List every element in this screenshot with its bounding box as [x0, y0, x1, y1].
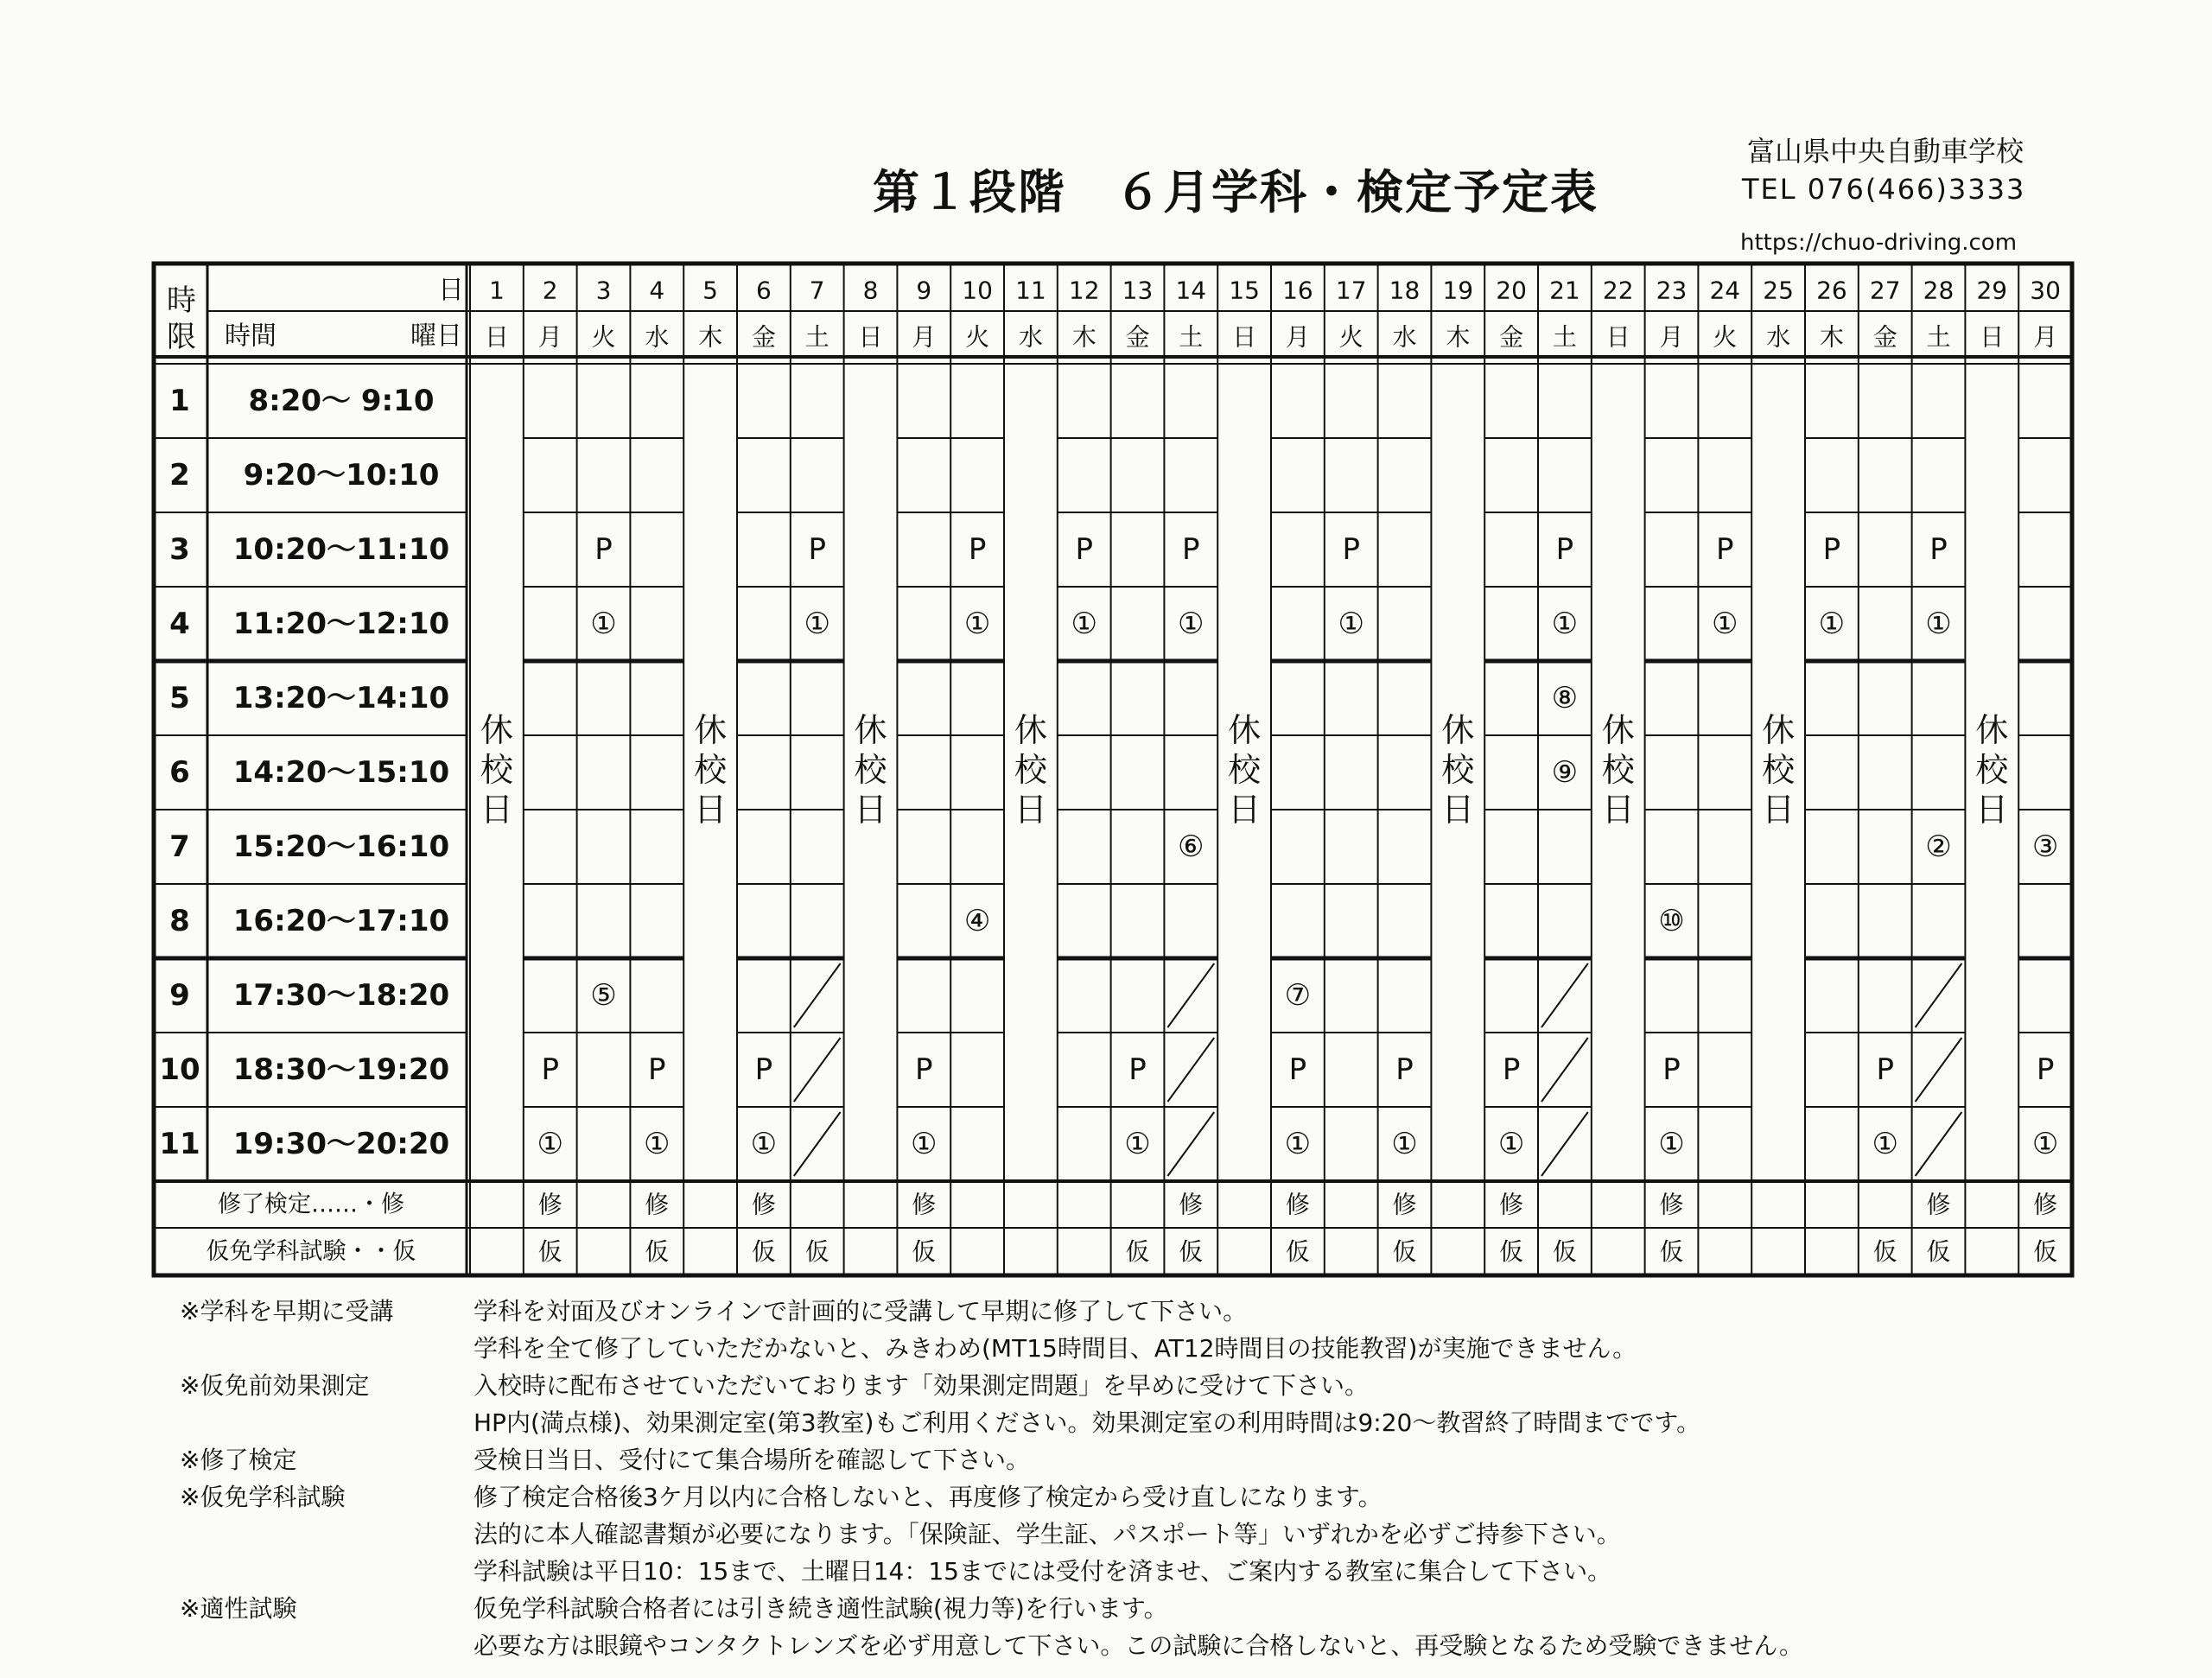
day-number: 5: [702, 276, 719, 305]
schedule-entry: ①: [2031, 1127, 2059, 1161]
slash-mark: [794, 1038, 841, 1102]
schedule-entry: ⑤: [590, 978, 617, 1013]
schedule-entry: ①: [804, 607, 830, 641]
exam-mark: 仮: [1125, 1237, 1150, 1266]
exam-mark: 修: [1499, 1190, 1524, 1219]
day-number: 18: [1389, 276, 1421, 305]
day-number: 4: [649, 276, 665, 305]
period-time: 8:20～ 9:10: [248, 384, 435, 418]
note-text: 修了検定合格後3ケ月以内に合格しないと、再度修了検定から受け直しになります。: [474, 1483, 1382, 1511]
day-number: 28: [1923, 276, 1955, 305]
closed-day-label: 校: [1441, 751, 1475, 789]
exam-mark: 仮: [645, 1237, 670, 1266]
weekday-label: 火: [965, 322, 990, 352]
closed-day-label: 校: [480, 751, 513, 789]
weekday-label: 土: [804, 322, 830, 352]
exam-mark: 修: [1926, 1190, 1951, 1219]
closed-day-label: 日: [694, 791, 728, 829]
page-title: 第１段階 ６月学科・検定予定表: [873, 165, 1599, 219]
schedule-entry: P: [1555, 532, 1574, 567]
school-url[interactable]: https://chuo-driving.com: [1740, 230, 2018, 256]
period-time: 16:20～17:10: [232, 904, 450, 938]
closed-day-label: 休: [1228, 711, 1262, 749]
day-number: 20: [1496, 276, 1527, 305]
weekday-label: 月: [537, 322, 563, 352]
period-time: 11:20～12:10: [232, 607, 450, 641]
schedule-entry: ③: [2031, 829, 2059, 864]
exam-mark: 仮: [1392, 1237, 1417, 1266]
weekday-label: 土: [1552, 322, 1577, 352]
weekday-label: 木: [1446, 322, 1471, 352]
note-text: 学科を対面及びオンラインで計画的に受講して早期に修了して下さい。: [474, 1297, 1248, 1325]
exam-mark: 仮: [1179, 1237, 1204, 1266]
exam-mark: 修: [912, 1190, 937, 1219]
schedule-entry: ①: [1391, 1127, 1418, 1161]
schedule-entry: P: [2036, 1052, 2055, 1087]
schedule-entry: ②: [1925, 829, 1952, 864]
day-number: 23: [1656, 276, 1688, 305]
closed-day-label: 休: [1441, 711, 1475, 749]
weekday-label: 木: [1819, 322, 1844, 352]
schedule-entry: P: [1182, 532, 1200, 567]
schedule-entry: ①: [590, 607, 617, 641]
weekday-label: 火: [1338, 322, 1363, 352]
slash-mark: [1167, 963, 1214, 1027]
note-text: 受検日当日、受付にて集合場所を確認して下さい。: [474, 1446, 1031, 1474]
closed-day-label: 日: [1975, 791, 2009, 829]
exam-mark: 仮: [1499, 1237, 1524, 1266]
exam-mark: 修: [645, 1190, 670, 1219]
schedule-entry: ①: [1658, 1127, 1685, 1161]
schedule-entry: ①: [1712, 607, 1738, 641]
weekday-label: 水: [1766, 322, 1791, 352]
day-number: 24: [1709, 276, 1741, 305]
weekday-label: 水: [645, 322, 670, 352]
schedule-entry: ①: [644, 1127, 671, 1161]
schedule-entry: P: [541, 1052, 559, 1087]
note-text: 必要な方は眼鏡やコンタクトレンズを必ず用意して下さい。この試験に合格しないと、再受験となるため受験できません。: [474, 1631, 1804, 1660]
closed-day-label: 休: [1762, 711, 1796, 749]
schedule-entry: P: [808, 532, 826, 567]
schedule-entry: P: [1075, 532, 1093, 567]
day-number: 30: [2030, 276, 2061, 305]
weekday-label: 水: [1018, 322, 1043, 352]
period-time: 9:20～10:10: [243, 458, 440, 493]
schedule-entry: ①: [1071, 607, 1097, 641]
weekday-label: 月: [912, 322, 937, 352]
corner-weekday-label: 曜日: [410, 321, 462, 352]
corner-time-label: 時間: [225, 321, 276, 352]
period-time: 19:30～20:20: [232, 1127, 450, 1161]
exam-mark: 仮: [537, 1237, 563, 1266]
exam-mark: 仮: [1285, 1237, 1310, 1266]
day-number: 3: [595, 276, 612, 305]
schedule-entry: ①: [911, 1127, 938, 1161]
weekday-label: 水: [1392, 322, 1417, 352]
period-number: 11: [159, 1127, 200, 1161]
closed-day-label: 校: [1601, 751, 1635, 789]
period-number: 3: [169, 532, 190, 567]
weekday-label: 土: [1926, 322, 1951, 352]
schedule-entry: ①: [1178, 607, 1205, 641]
note-text: 学科試験は平日10：15まで、土曜日14：15までには受付を済ませ、ご案内する教室に集合して下さい。: [474, 1557, 1612, 1586]
day-number: 19: [1442, 276, 1474, 305]
period-time: 13:20～14:10: [232, 681, 450, 715]
closed-day-label: 日: [854, 791, 887, 829]
period-number: 8: [169, 904, 190, 938]
schedule-entry: ①: [1551, 607, 1579, 641]
weekday-label: 日: [1232, 322, 1257, 352]
corner-day-label: 日: [438, 275, 464, 306]
corner-label-top: 時: [167, 283, 196, 318]
schedule-entry: ①: [1818, 607, 1846, 641]
closed-day-label: 休: [854, 711, 887, 749]
period-time: 17:30～18:20: [232, 978, 450, 1013]
exam-mark: 修: [1179, 1190, 1204, 1219]
weekday-label: 月: [1285, 322, 1310, 352]
school-phone: TEL 076(466)3333: [1742, 173, 2026, 206]
schedule-entry: P: [1502, 1052, 1521, 1087]
weekday-label: 月: [1659, 322, 1684, 352]
exam-mark: 仮: [2033, 1237, 2058, 1266]
period-number: 5: [169, 681, 190, 715]
day-number: 9: [916, 276, 932, 305]
day-number: 22: [1602, 276, 1634, 305]
closed-day-label: 校: [1014, 751, 1047, 789]
slash-mark: [1541, 1112, 1588, 1176]
closed-day-label: 休: [694, 711, 728, 749]
schedule-entry: ④: [963, 904, 991, 938]
schedule-entry: ⑨: [1551, 755, 1579, 790]
period-number: 2: [169, 458, 190, 493]
schedule-entry: P: [968, 532, 987, 567]
note-text: 仮免学科試験合格者には引き続き適性試験(視力等)を行います。: [474, 1594, 1168, 1623]
exam-mark: 仮: [1659, 1237, 1684, 1266]
exam-row-label: 仮免学科試験・・仮: [206, 1238, 416, 1265]
day-number: 7: [809, 276, 825, 305]
day-number: 21: [1549, 276, 1580, 305]
schedule-entry: P: [915, 1052, 933, 1087]
exam-mark: 仮: [804, 1237, 830, 1266]
note-text: HP内(満点様)、効果測定室(第3教室)もご利用ください。効果測定室の利用時間は9:20～教習終了時間までです。: [474, 1408, 1701, 1437]
schedule-entry: P: [1395, 1052, 1414, 1087]
period-number: 6: [169, 755, 190, 790]
period-number: 9: [169, 978, 190, 1013]
closed-day-label: 校: [1228, 751, 1262, 789]
slash-mark: [794, 1112, 841, 1176]
period-time: 10:20～11:10: [232, 532, 450, 567]
schedule-entry: P: [1716, 532, 1734, 567]
day-number: 15: [1229, 276, 1260, 305]
slash-mark: [1167, 1112, 1214, 1176]
exam-mark: 修: [751, 1190, 776, 1219]
note-label: ※仮免前効果測定: [180, 1371, 370, 1400]
schedule-entry: ⑦: [1284, 978, 1312, 1013]
slash-mark: [1916, 1112, 1962, 1176]
schedule-entry: ①: [963, 607, 991, 641]
day-number: 6: [755, 276, 772, 305]
schedule-entry: ①: [1338, 607, 1364, 641]
period-number: 7: [169, 829, 190, 864]
period-time: 18:30～19:20: [232, 1052, 450, 1087]
schedule-entry: P: [1342, 532, 1360, 567]
schedule-entry: ⑥: [1178, 829, 1205, 864]
day-number: 2: [542, 276, 558, 305]
schedule-entry: ①: [1284, 1127, 1312, 1161]
exam-mark: 修: [537, 1190, 563, 1219]
school-name: 富山県中央自動車学校: [1747, 135, 2024, 168]
closed-day-label: 日: [1228, 791, 1262, 829]
slash-mark: [1916, 963, 1962, 1027]
exam-mark: 仮: [1872, 1237, 1897, 1266]
schedule-entry: P: [754, 1052, 773, 1087]
closed-day-label: 日: [1762, 791, 1796, 829]
closed-day-label: 日: [1441, 791, 1475, 829]
period-time: 15:20～16:10: [232, 829, 450, 864]
schedule-entry: ①: [1872, 1127, 1898, 1161]
day-number: 13: [1122, 276, 1154, 305]
note-label: ※学科を早期に受講: [180, 1297, 394, 1325]
schedule-entry: ①: [537, 1127, 563, 1161]
day-number: 8: [862, 276, 879, 305]
schedule-entry: ⑩: [1658, 904, 1685, 938]
period-number: 1: [169, 384, 190, 418]
day-number: 1: [488, 276, 505, 305]
day-number: 27: [1869, 276, 1901, 305]
exam-mark: 修: [1392, 1190, 1417, 1219]
schedule-entry: P: [1288, 1052, 1307, 1087]
note-label: ※適性試験: [180, 1594, 297, 1623]
slash-mark: [794, 963, 841, 1027]
slash-mark: [1916, 1038, 1962, 1102]
note-text: 法的に本人確認書類が必要になります。「保険証、学生証、パスポート等」いずれかを必ずご持参下さい。: [474, 1520, 1621, 1548]
day-number: 10: [962, 276, 993, 305]
schedule-entry: P: [648, 1052, 666, 1087]
weekday-label: 日: [858, 322, 883, 352]
weekday-label: 金: [1125, 322, 1150, 352]
schedule-entry: P: [1822, 532, 1841, 567]
note-label: ※修了検定: [180, 1446, 297, 1474]
weekday-label: 日: [484, 322, 509, 352]
day-number: 29: [1976, 276, 2008, 305]
weekday-label: 木: [1071, 322, 1096, 352]
closed-day-label: 日: [1601, 791, 1635, 829]
weekday-label: 土: [1179, 322, 1204, 352]
day-number: 14: [1175, 276, 1207, 305]
exam-mark: 修: [1285, 1190, 1310, 1219]
period-time: 14:20～15:10: [232, 755, 450, 790]
schedule-entry: ①: [750, 1127, 778, 1161]
schedule-entry: P: [1929, 532, 1948, 567]
day-number: 16: [1282, 276, 1313, 305]
schedule-entry: P: [1876, 1052, 1894, 1087]
slash-mark: [1541, 1038, 1588, 1102]
weekday-label: 火: [591, 322, 616, 352]
day-number: 12: [1068, 276, 1100, 305]
exam-mark: 仮: [751, 1237, 776, 1266]
schedule-entry: ①: [1124, 1127, 1151, 1161]
note-text: 学科を全て修了していただかないと、みきわめ(MT15時間目、AT12時間目の技能教習)が実施できません。: [474, 1334, 1637, 1363]
closed-day-label: 校: [854, 751, 887, 789]
weekday-label: 日: [1605, 322, 1630, 352]
weekday-label: 金: [1872, 322, 1897, 352]
exam-row-label: 修了検定……・修: [218, 1191, 404, 1218]
weekday-label: 日: [1980, 322, 2005, 352]
weekday-label: 金: [1499, 322, 1524, 352]
exam-mark: 仮: [912, 1237, 937, 1266]
weekday-label: 火: [1713, 322, 1738, 352]
slash-mark: [1167, 1038, 1214, 1102]
schedule-entry: P: [594, 532, 613, 567]
note-label: ※仮免学科試験: [180, 1483, 346, 1511]
weekday-label: 月: [2033, 322, 2058, 352]
schedule-entry: P: [1662, 1052, 1681, 1087]
exam-mark: 仮: [1926, 1237, 1951, 1266]
slash-mark: [1541, 963, 1588, 1027]
day-number: 17: [1335, 276, 1367, 305]
period-number: 10: [159, 1052, 200, 1087]
exam-mark: 修: [1659, 1190, 1684, 1219]
closed-day-label: 休: [1975, 711, 2009, 749]
day-number: 26: [1816, 276, 1847, 305]
closed-day-label: 校: [1975, 751, 2009, 789]
closed-day-label: 校: [694, 751, 728, 789]
weekday-label: 木: [698, 322, 723, 352]
closed-day-label: 休: [1601, 711, 1635, 749]
schedule-entry: ①: [1925, 607, 1952, 641]
closed-day-label: 校: [1762, 751, 1796, 789]
day-number: 25: [1763, 276, 1794, 305]
schedule-entry: ⑧: [1551, 681, 1579, 715]
closed-day-label: 休: [480, 711, 513, 749]
exam-mark: 修: [2033, 1190, 2058, 1219]
closed-day-label: 日: [1014, 791, 1047, 829]
corner-label-top: 限: [167, 320, 196, 354]
period-number: 4: [169, 607, 190, 641]
day-number: 11: [1015, 276, 1046, 305]
schedule-entry: P: [1128, 1052, 1147, 1087]
weekday-label: 金: [751, 322, 776, 352]
exam-mark: 仮: [1552, 1237, 1577, 1266]
note-text: 入校時に配布させていただいております「効果測定問題」を早めに受けて下さい。: [474, 1371, 1370, 1400]
closed-day-label: 休: [1014, 711, 1047, 749]
schedule-entry: ①: [1497, 1127, 1525, 1161]
closed-day-label: 日: [480, 791, 513, 829]
